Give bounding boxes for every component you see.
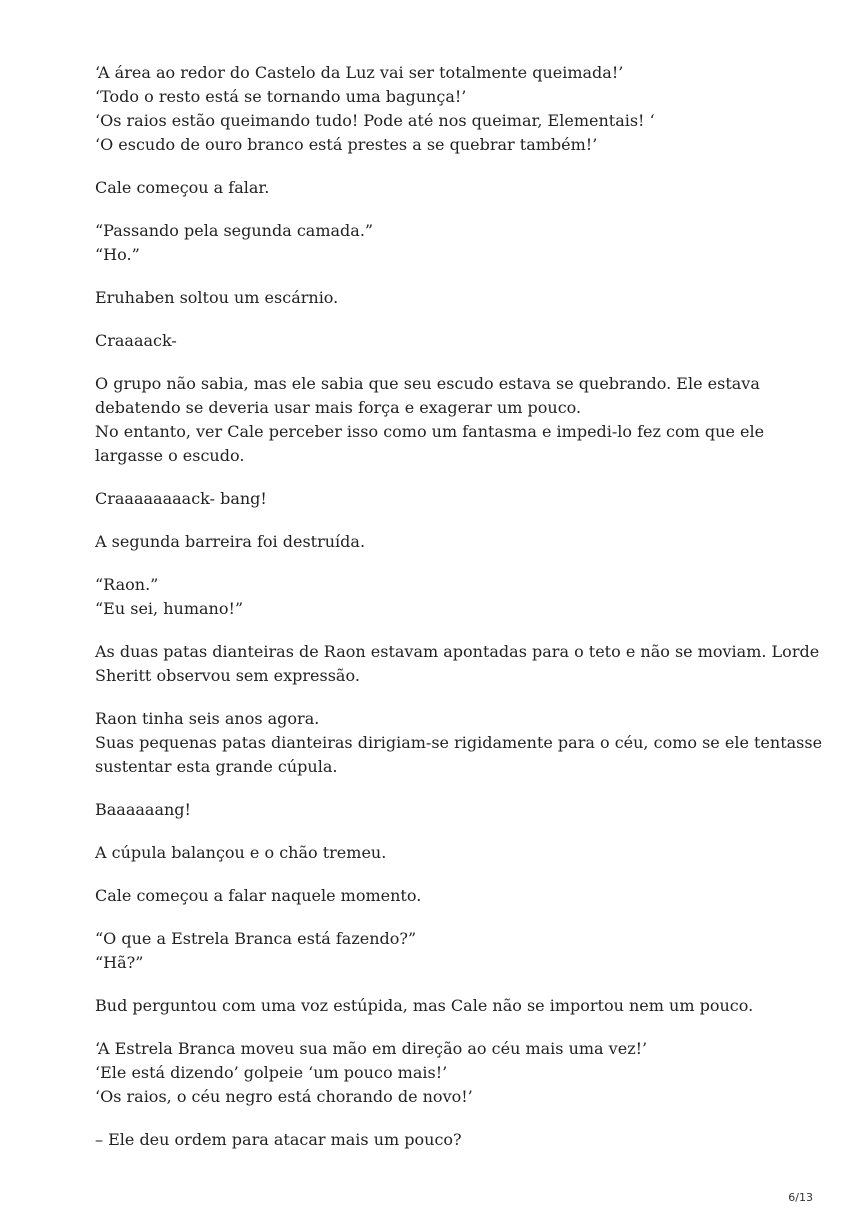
text-line: As duas patas dianteiras de Raon estavam apontadas para o teto e não se moviam. Lorde (95, 642, 820, 661)
paragraph (95, 1128, 795, 1152)
paragraph (95, 884, 795, 908)
paragraph (95, 1037, 795, 1109)
paragraph (95, 487, 795, 511)
paragraph (95, 994, 795, 1018)
text-line: “Ho.” (95, 245, 140, 264)
text-line: “Eu sei, humano!” (95, 599, 244, 618)
text-line: Craaaack- (95, 331, 177, 350)
text-line: Suas pequenas patas dianteiras dirigiam-se rigidamente para o céu, como se ele tentasse (95, 733, 823, 752)
paragraph (95, 61, 795, 157)
text-line: ‘O escudo de ouro branco está prestes a se quebrar também!’ (95, 135, 598, 154)
text-line: O grupo não sabia, mas ele sabia que seu escudo estava se quebrando. Ele estava (95, 374, 760, 393)
paragraph (95, 372, 795, 468)
text-line: Eruhaben soltou um escárnio. (95, 288, 339, 307)
paragraph (95, 798, 795, 822)
text-line: debatendo se deveria usar mais força e exagerar um pouco. (95, 398, 582, 417)
text-line: Craaaaaaaack- bang! (95, 489, 267, 508)
text-line: “Passando pela segunda camada.” (95, 221, 374, 240)
text-line: Raon tinha seis anos agora. (95, 709, 320, 728)
text-line: ‘Ele está dizendo’ golpeie ‘um pouco mais!’ (95, 1063, 448, 1082)
text-line: No entanto, ver Cale perceber isso como um fantasma e impedi-lo fez com que ele (95, 422, 765, 441)
paragraph (95, 707, 823, 779)
text-line: – Ele deu ordem para atacar mais um pouco? (95, 1130, 462, 1149)
text-line: ‘Os raios, o céu negro está chorando de novo!’ (95, 1087, 473, 1106)
text-line: A cúpula balançou e o chão tremeu. (95, 843, 387, 862)
text-line: “Hã?” (95, 953, 144, 972)
document-body (95, 61, 823, 1171)
text-line: Bud perguntou com uma voz estúpida, mas Cale não se importou nem um pouco. (95, 996, 754, 1015)
paragraph (95, 219, 795, 267)
text-line: Baaaaaang! (95, 800, 191, 819)
paragraph (95, 176, 795, 200)
paragraph (95, 640, 820, 688)
text-line: sustentar esta grande cúpula. (95, 757, 338, 776)
text-line: A segunda barreira foi destruída. (95, 532, 366, 551)
page-number: 6/13 (788, 1191, 813, 1204)
paragraph (95, 927, 795, 975)
text-line: Cale começou a falar naquele momento. (95, 886, 422, 905)
paragraph (95, 573, 795, 621)
text-line: “O que a Estrela Branca está fazendo?” (95, 929, 417, 948)
paragraph (95, 530, 795, 554)
text-line: ‘A Estrela Branca moveu sua mão em direção ao céu mais uma vez!’ (95, 1039, 648, 1058)
text-line: ‘Os raios estão queimando tudo! Pode até nos queimar, Elementais! ‘ (95, 111, 655, 130)
paragraph (95, 286, 795, 310)
text-line: ‘A área ao redor do Castelo da Luz vai ser totalmente queimada!’ (95, 63, 624, 82)
paragraph (95, 841, 795, 865)
text-line: ‘Todo o resto está se tornando uma bagunça!’ (95, 87, 467, 106)
text-line: largasse o escudo. (95, 446, 245, 465)
text-line: Sheritt observou sem expressão. (95, 666, 360, 685)
text-line: Cale começou a falar. (95, 178, 270, 197)
paragraph (95, 329, 795, 353)
text-line: “Raon.” (95, 575, 159, 594)
